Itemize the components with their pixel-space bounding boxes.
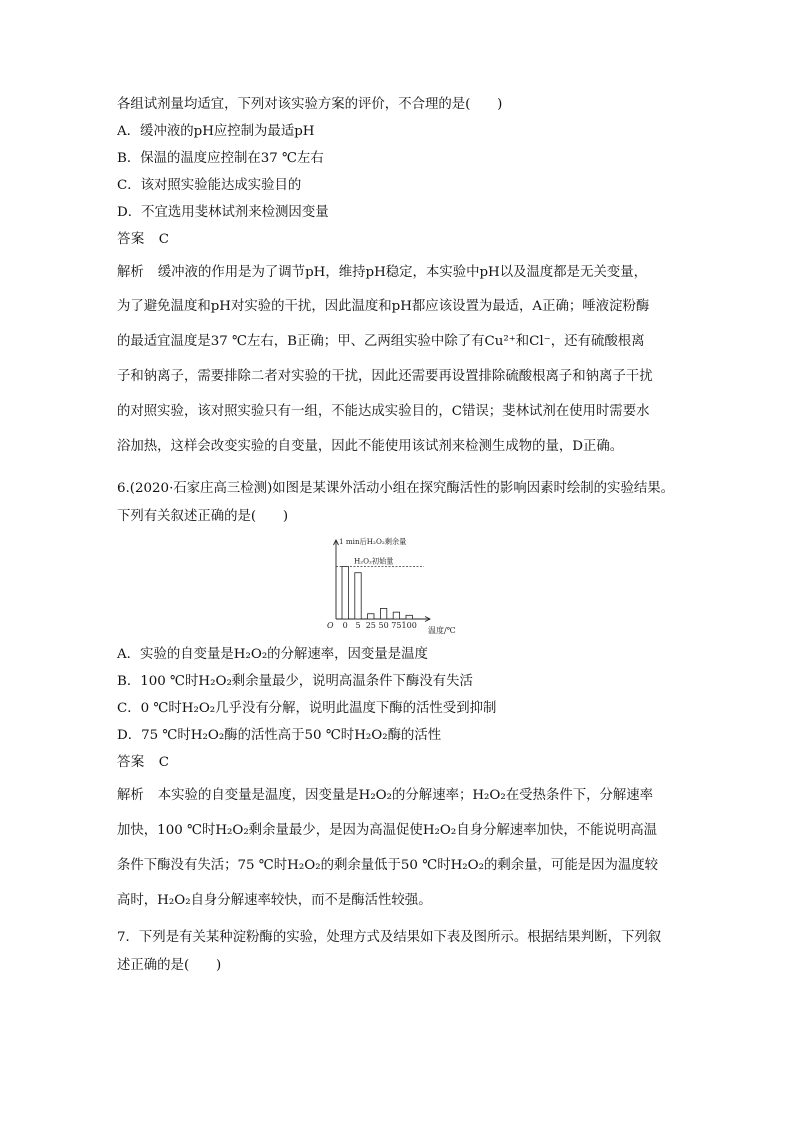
q7-stem-line-1: 7．下列是有关某种淀粉酶的实验，处理方式及结果如下表及图所示。根据结果判断，下列叙	[117, 930, 662, 945]
reference-line-label: H₂O₂初始量	[354, 556, 394, 566]
q5-option-d: D．不宜选用斐林试剂来检测因变量	[117, 205, 329, 220]
q6-analysis-line-1	[117, 787, 653, 805]
origin-label: O	[327, 621, 334, 630]
tick-label-25: 25	[365, 621, 376, 630]
chart-ticks	[343, 621, 417, 630]
q6-option-d: D．75 ℃时H₂O₂酶的活性高于50 ℃时H₂O₂酶的活性	[117, 728, 442, 743]
q6-analysis-line-3: 条件下酶没有失活；75 ℃时H₂O₂的剩余量低于50 ℃时H₂O₂的剩余量，可能是因为温度较	[117, 858, 659, 873]
q5-analysis-line-3: 的最适宜温度是37 ℃左右，B正确；甲、乙两组实验中除了有Cu²⁺和Cl⁻，还有硫酸根离	[117, 334, 645, 349]
q5-stem-tail: 各组试剂量均适宜，下列对该实验方案的评价，不合理的是( )	[117, 97, 503, 112]
q5-analysis-line-1	[117, 264, 647, 282]
q6-chart	[320, 534, 470, 638]
tick-label-75: 75	[391, 621, 402, 630]
y-axis-label: 1 min后H₂O₂剩余量	[339, 537, 407, 546]
q5-analysis-text-1: 缓冲液的作用是为了调节pH，维持pH稳定，本实验中pH以及温度都是无关变量，	[157, 265, 648, 280]
tick-label-50: 50	[378, 621, 389, 630]
q6-analysis-label: 解析	[117, 788, 144, 803]
q7-stem-line-2: 述正确的是( )	[117, 958, 222, 973]
bar-25	[368, 614, 374, 619]
q5-option-c: C．该对照实验能达成实验目的	[117, 178, 302, 193]
bar-5	[355, 573, 361, 619]
q6-option-b: B．100 ℃时H₂O₂剩余量最少，说明高温条件下酶没有失活	[117, 674, 473, 689]
q5-analysis-line-5: 的对照实验，该对照实验只有一组，不能达成实验目的，C错误；斐林试剂在使用时需要水	[117, 404, 650, 419]
q6-stem-line-1: 6.(2020·石家庄高三检测)如图是某课外活动小组在探究酶活性的影响因素时绘制的实验结果。	[117, 481, 675, 496]
q5-answer-row	[117, 231, 170, 249]
tick-label-5: 5	[355, 621, 361, 630]
q6-analysis-line-2: 加快，100 ℃时H₂O₂剩余量最少，是因为高温促使H₂O₂自身分解速率加快，不能说明高温	[117, 823, 658, 838]
q6-analysis-text-1: 本实验的自变量是温度，因变量是H₂O₂的分解速率；H₂O₂在受热条件下，分解速率	[157, 788, 654, 803]
q6-stem-line-2: 下列有关叙述正确的是( )	[117, 509, 289, 524]
q5-answer-value: C	[158, 232, 170, 247]
tick-label-100: 100	[401, 621, 417, 630]
chart-bars	[342, 566, 412, 619]
q5-option-b: B．保温的温度应控制在37 ℃左右	[117, 151, 324, 166]
q6-option-c: C．0 ℃时H₂O₂几乎没有分解，说明此温度下酶的活性受到抑制	[117, 701, 497, 716]
q6-answer-label: 答案	[117, 755, 145, 770]
bar-75	[393, 612, 399, 619]
q5-analysis-label: 解析	[117, 265, 144, 280]
bar-100	[406, 615, 412, 619]
x-axis-label: 温度/℃	[428, 626, 456, 635]
q6-answer-row	[117, 754, 170, 772]
tick-label-0: 0	[342, 621, 348, 630]
q6-option-a: A．实验的自变量是H₂O₂的分解速率，因变量是温度	[117, 647, 428, 662]
q5-analysis-line-6: 浴加热，这样会改变实验的自变量，因此不能使用该试剂来检测生成物的量，D正确。	[117, 439, 624, 454]
q5-answer-label: 答案	[117, 232, 145, 247]
q5-option-a: A．缓冲液的pH应控制为最适pH	[117, 124, 315, 139]
q5-analysis-line-4: 子和钠离子，需要排除二者对实验的干扰，因此还需要再设置排除硫酸根离子和钠离子干扰	[117, 369, 653, 384]
q6-answer-value: C	[158, 755, 170, 770]
q5-analysis-line-2: 为了避免温度和pH对实验的干扰，因此温度和pH都应该设置为最适，A正确；唾液淀粉酶	[117, 299, 650, 314]
bar-0	[342, 566, 348, 619]
q6-analysis-line-4: 高时，H₂O₂自身分解速率较快，而不是酶活性较强。	[117, 893, 432, 908]
bar-50	[380, 608, 386, 619]
